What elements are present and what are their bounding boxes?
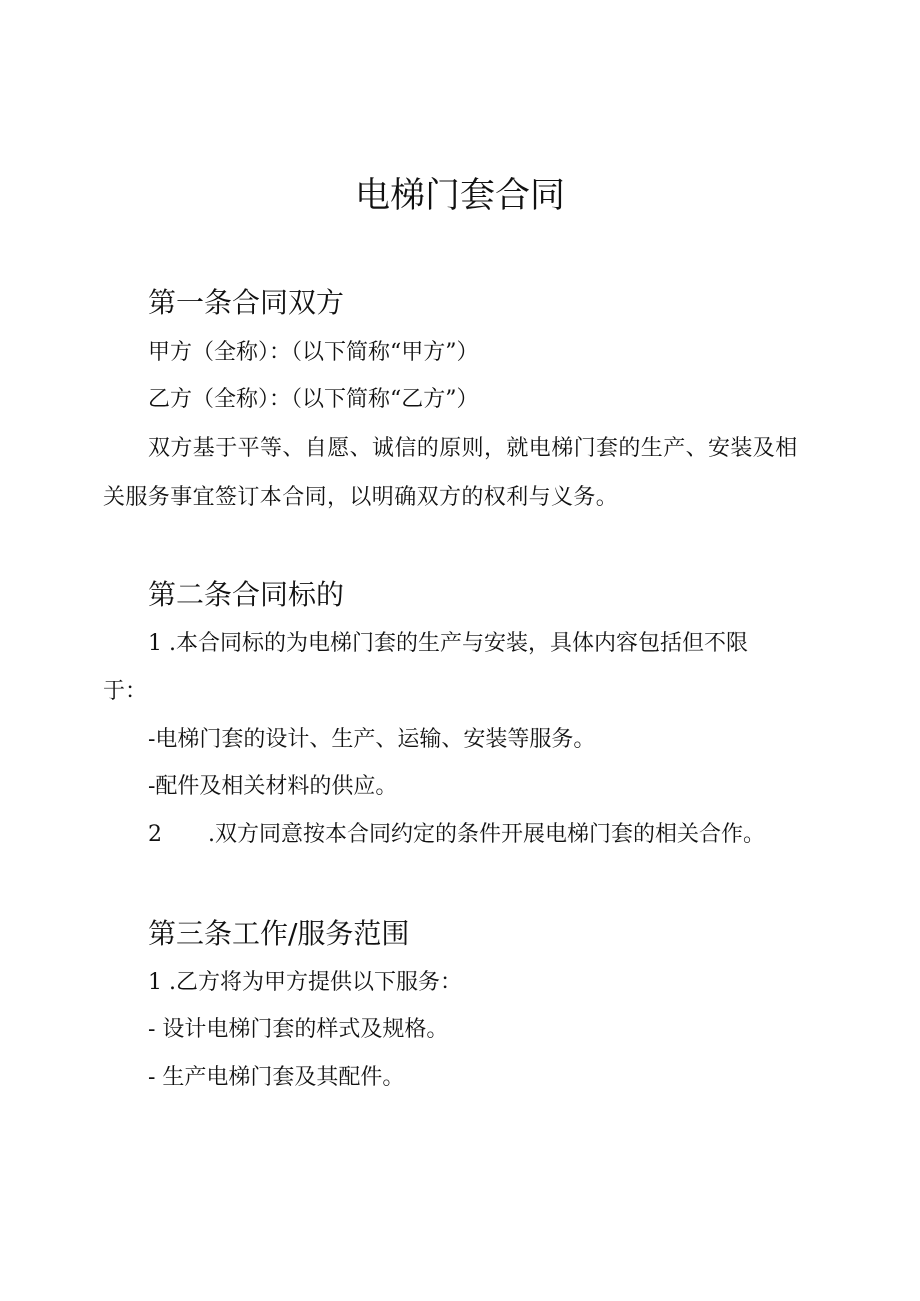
section-3-bullet-2: - 生产电梯门套及其配件。: [148, 1065, 405, 1090]
section-2-heading: 第二条合同标的: [148, 578, 345, 611]
section-2-item-1-line-2: 于：: [103, 679, 148, 704]
section-2-item-2: [148, 819, 765, 851]
section-2-item-1-line-1: 1 .本合同标的为电梯门套的生产与安装，具体内容包括但不限: [148, 631, 748, 656]
party-b-line: 乙方（全称）：（以下简称“乙方”）: [148, 387, 479, 412]
section-2-bullet-1: -电梯门套的设计、生产、运输、安装等服务。: [148, 727, 596, 752]
document-title: 电梯门套合同: [354, 176, 565, 216]
section-3-heading: 第三条工作/服务范围: [148, 917, 410, 950]
section-1-paragraph: 双方基于平等、自愿、诚信的原则，就电梯门套的生产、安装及相关服务事宜签订本合同，以明确双方的权利与义务。: [103, 436, 798, 510]
section-2-item-2-number: 2: [148, 822, 162, 847]
section-3-bullet-1: - 设计电梯门套的样式及规格。: [148, 1017, 449, 1042]
section-2-item-2-text: .双方同意按本合同约定的条件开展电梯门套的相关合作。: [208, 822, 765, 847]
party-a-line: 甲方（全称）：（以下简称“甲方”）: [148, 340, 479, 365]
section-1-heading: 第一条合同双方: [148, 286, 345, 319]
section-2-bullet-2: -配件及相关材料的供应。: [148, 774, 398, 799]
section-3-item-1: 1 .乙方将为甲方提供以下服务：: [148, 970, 462, 995]
